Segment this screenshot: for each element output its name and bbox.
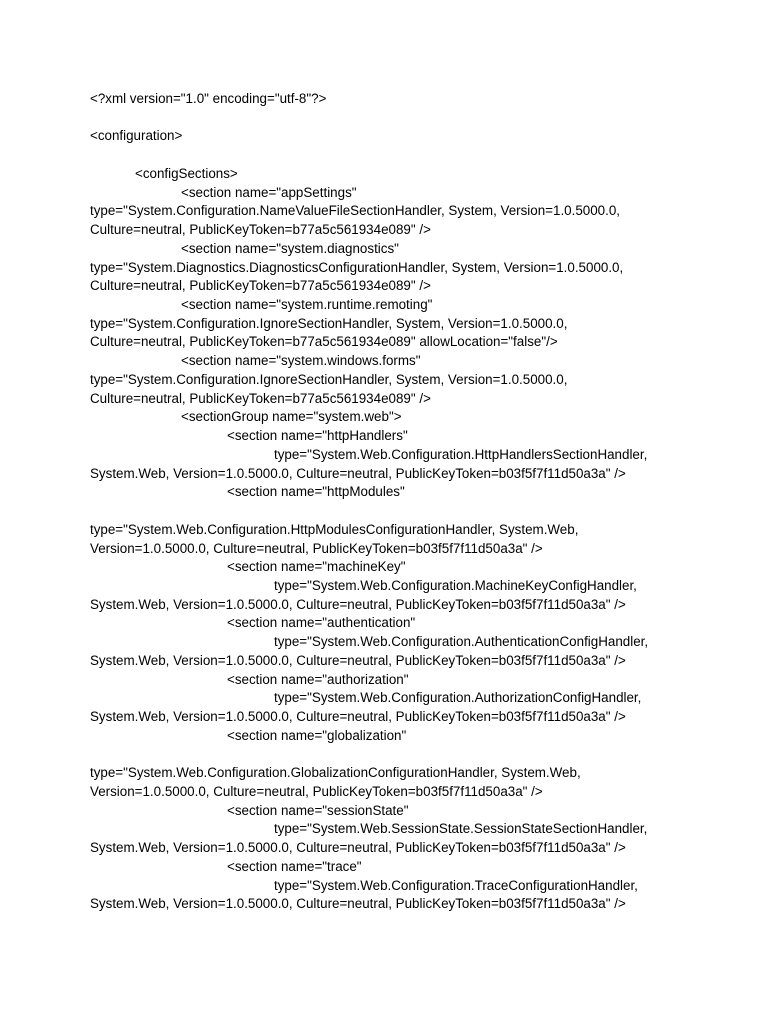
document-line: <section name="machineKey" [227,559,406,575]
document-line: type="System.Configuration.IgnoreSectionHandler, System, Version=1.0.5000.0, [90,315,568,331]
document-line: <?xml version="1.0" encoding="utf-8"?> [90,91,327,106]
document-line: type="System.Web.Configuration.MachineKeyConfigHandler, [274,577,637,593]
document-line: <section name="sessionState" [227,802,409,818]
document-line: type="System.Web.Configuration.HttpHandlersSectionHandler, [274,446,648,462]
document-line: Version=1.0.5000.0, Culture=neutral, PublicKeyToken=b03f5f7f11d50a3a" /> [90,540,543,556]
document-line: Culture=neutral, PublicKeyToken=b77a5c561934e089" /> [90,390,431,406]
document-line: <section name="system.windows.forms" [181,353,421,369]
document-line: System.Web, Version=1.0.5000.0, Culture=neutral, PublicKeyToken=b03f5f7f11d50a3a" /> [90,709,626,725]
document-line: type="System.Diagnostics.DiagnosticsConfigurationHandler, System, Version=1.0.5000.0, [90,259,624,275]
document-line: <section name="httpModules" [227,484,405,500]
document-line: <section name="trace" [227,858,362,874]
document-line: type="System.Web.Configuration.AuthenticationConfigHandler, [274,634,649,650]
document-line: <section name="httpHandlers" [227,428,408,444]
document-line: <configuration> [90,128,183,144]
document-line: System.Web, Version=1.0.5000.0, Culture=neutral, PublicKeyToken=b03f5f7f11d50a3a" /> [90,896,626,912]
document-line: type="System.Web.Configuration.TraceConfigurationHandler, [274,877,638,893]
document-line: <section name="authentication" [227,615,416,631]
document-line: Version=1.0.5000.0, Culture=neutral, PublicKeyToken=b03f5f7f11d50a3a" /> [90,784,543,799]
document-line: <sectionGroup name="system.web"> [181,409,402,425]
document-line: <section name="system.diagnostics" [181,240,399,256]
document-line: <section name="authorization" [227,671,409,687]
document-line: <section name="system.runtime.remoting" [181,297,433,313]
document-line: System.Web, Version=1.0.5000.0, Culture=neutral, PublicKeyToken=b03f5f7f11d50a3a" /> [90,596,626,612]
document-line: <section name="appSettings" [181,184,357,200]
document-line: type="System.Web.Configuration.HttpModulesConfigurationHandler, System.Web, [90,521,579,537]
document-line: System.Web, Version=1.0.5000.0, Culture=neutral, PublicKeyToken=b03f5f7f11d50a3a" /> [90,465,626,481]
document-line: type="System.Configuration.IgnoreSectionHandler, System, Version=1.0.5000.0, [90,371,568,387]
document-line: type="System.Configuration.NameValueFileSectionHandler, System, Version=1.0.5000.0, [90,203,621,219]
document-line: Culture=neutral, PublicKeyToken=b77a5c561934e089" /> [90,278,431,294]
document-line: type="System.Web.SessionState.SessionStateSectionHandler, [274,821,648,837]
document-line: type="System.Web.Configuration.AuthorizationConfigHandler, [274,690,642,706]
document-line: Culture=neutral, PublicKeyToken=b77a5c561934e089" /> [90,222,431,238]
document-line: Culture=neutral, PublicKeyToken=b77a5c561934e089" allowLocation="false"/> [90,334,558,350]
document-line: System.Web, Version=1.0.5000.0, Culture=neutral, PublicKeyToken=b03f5f7f11d50a3a" /> [90,840,626,856]
document-line: <configSections> [135,165,238,181]
document-line: System.Web, Version=1.0.5000.0, Culture=neutral, PublicKeyToken=b03f5f7f11d50a3a" /> [90,652,626,668]
document-line: type="System.Web.Configuration.GlobalizationConfigurationHandler, System.Web, [90,765,581,781]
document-line: <section name="globalization" [227,727,407,743]
